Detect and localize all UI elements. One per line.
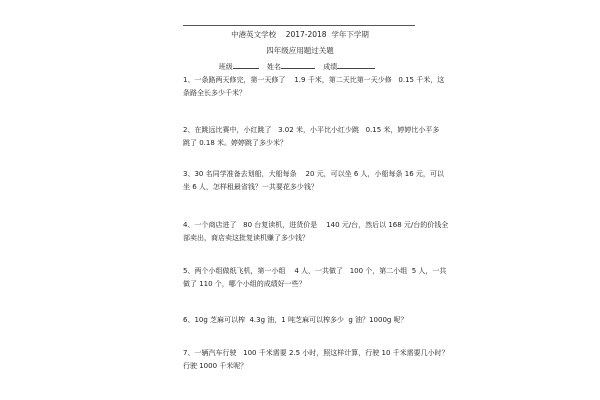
problem-line: 1、一条路两天修完，第一天修了 1.9 千米，第二天比第一天少修 0.15 千米，这: [183, 76, 445, 84]
name-blank: [281, 61, 315, 69]
problem-line: 2、在跳远比赛中，小红跳了 3.02 米，小平比小红少跳 0.15 米，婷婷比小平多: [183, 126, 440, 134]
problem-line: 7、一辆汽车行驶 100 千米需要 2.5 小时，照这样计算，行驶 10 千米需要几小时？: [183, 349, 449, 357]
problem-4: [183, 219, 449, 245]
name-label: 姓名: [267, 63, 281, 71]
problem-2: [183, 124, 440, 150]
problem-line: 部卖出，商店卖这批复读机赚了多少钱？: [183, 234, 309, 242]
problem-line: 做了 110 个，哪个小组的成绩好一些？: [183, 280, 306, 288]
class-label: 班级: [218, 63, 233, 71]
top-rule-divider: [183, 25, 415, 26]
problem-7: [183, 347, 449, 373]
score-label: 成绩: [323, 63, 338, 71]
problem-line: 3、30 名同学准备去划船，大船每条 20 元，可以坐 6 人，小船每条 16 元，可以: [183, 170, 444, 178]
problem-line: 坐 6 人，怎样租最省钱？一共要花多少钱？: [183, 183, 318, 191]
problem-line: 行驶 1000 千米呢？: [183, 362, 248, 370]
problem-line: 5、两个小组做纸飞机，第一小组 4 人，一共做了 100 个，第二小组 5 人，一共: [183, 267, 447, 275]
problem-5: [183, 265, 447, 291]
school-term-heading: 中港英文学校 2017-2018 学年下学期: [231, 30, 369, 39]
class-blank: [233, 61, 259, 69]
problem-line: 条路全长多少千米？: [183, 89, 246, 97]
problem-line: 6、10g 芝麻可以榨 4.3g 油，1 吨芝麻可以榨多少 g 油？1000g 呢？: [183, 316, 408, 324]
student-info-line: [0, 61, 600, 72]
score-blank: [337, 61, 375, 69]
problem-1: [183, 74, 445, 100]
worksheet-title: 四年级应用题过关题: [266, 46, 334, 55]
problem-6: [183, 314, 419, 327]
problem-3: [183, 168, 444, 194]
problem-line: 4、一个商店进了 80 台复读机，进货价是 140 元/台，然后以 168 元/台的价钱全: [183, 221, 449, 229]
problem-line: 跳了 0.18 米。婷婷跳了多少米？: [183, 139, 288, 147]
